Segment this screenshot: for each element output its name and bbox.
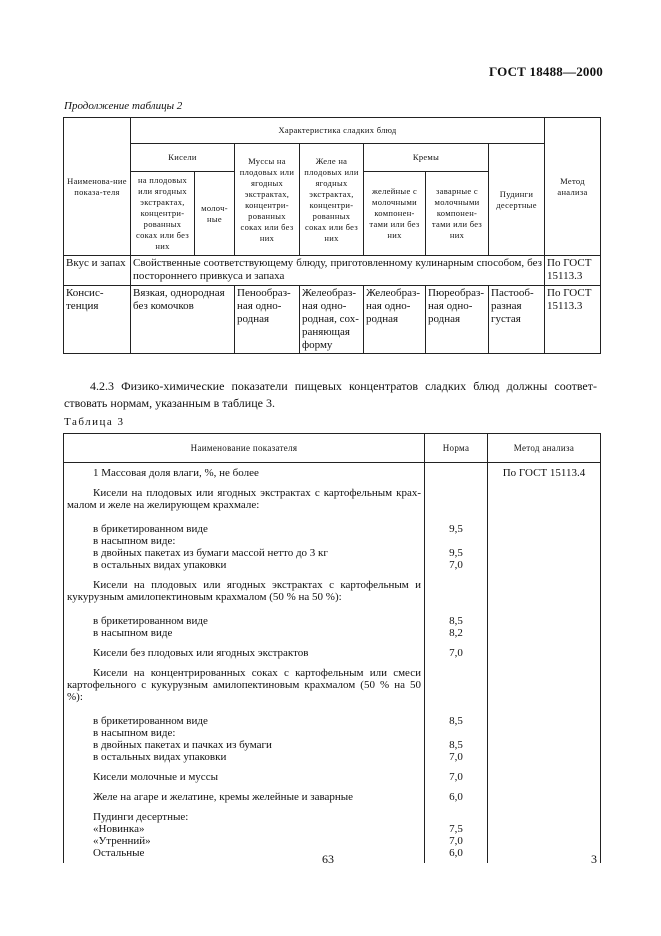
t3-norm-g1c: 9,5 [449, 547, 463, 559]
t3-names-col [64, 463, 425, 864]
row-consistency-zhele: Желеобраз-ная одно-родная, сох-раняющая форму [300, 286, 364, 354]
kiseli-fruit-header: на плодовых или ягодных экстрактах, концентри-рованных соках или без них [131, 172, 195, 256]
t3-norm-g7a: 7,5 [449, 823, 463, 835]
t3-norm-g3: 7,0 [449, 647, 463, 659]
t3-row-g5: Кисели молочные и муссы [93, 771, 218, 783]
t3-row-g3: Кисели без плодовых или ягодных экстрактов [93, 647, 309, 659]
row-consistency-mussy: Пенообраз-ная одно-родная [235, 286, 300, 354]
t3-norm-g7b: 7,0 [449, 835, 463, 847]
t3-method-col [488, 463, 601, 864]
col-method-header: Метод анализа [545, 118, 601, 256]
page-number: 63 [322, 852, 334, 866]
t3-group-4: Кисели на концентрированных соках с картофельным или смеси картофельного с кукурузным амилопектиновым крахмалом (50 % на 50 %): [67, 667, 421, 703]
t3-header-name: Наименование показателя [64, 434, 425, 463]
t3-header-norm: Норма [425, 434, 488, 463]
document-id: ГОСТ 18488—2000 [488, 64, 603, 79]
t3-norm-g1d: 7,0 [449, 559, 463, 571]
row-consistency-kremy-boiled: Пюреобраз-ная одно-родная [426, 286, 489, 354]
kremy-header: Кремы [364, 144, 489, 172]
t3-row-g7c: Остальные [93, 847, 145, 859]
kremy-jelly-header: желейные с молочными компонен-тами или без них [364, 172, 426, 256]
t3-norm-g7c: 6,0 [449, 847, 463, 859]
t3-method-moisture: По ГОСТ 15113.4 [502, 467, 586, 479]
t3-row-g4c: в двойных пакетах и пачках из бумаги [93, 739, 272, 751]
row-consistency-kremy-jelly: Желеобраз-ная одно-родная [364, 286, 426, 354]
t3-row-moisture: 1 Массовая доля влаги, %, не более [93, 467, 259, 479]
t3-norm-g2a: 8,5 [449, 615, 463, 627]
t3-row-g1d: в остальных видах упаковки [93, 559, 227, 571]
table-2 [63, 117, 601, 354]
t3-norm-col [425, 463, 488, 864]
t3-row-g1c: в двойных пакетах из бумаги массой нетто до 3 кг [93, 547, 328, 559]
group-header: Характеристика сладких блюд [131, 118, 545, 144]
t3-norm-g1a: 9,5 [449, 523, 463, 535]
t3-norm-g5: 7,0 [449, 771, 463, 783]
t3-norm-g4d: 7,0 [449, 751, 463, 763]
t3-row-g6: Желе на агаре и желатине, кремы желейные и заварные [93, 791, 354, 803]
t3-row-g7b: «Утренний» [93, 835, 151, 847]
t3-row-g7: Пудинги десертные: [93, 811, 189, 823]
kiseli-header: Кисели [131, 144, 235, 172]
zhele-header: Желе на плодовых или ягодных экстрактах, концентри-рованных соках или без них [300, 144, 364, 256]
t3-norm-g2b: 8,2 [449, 627, 463, 639]
kiseli-milk-header: молоч-ные [195, 172, 235, 256]
t3-group-2: Кисели на плодовых или ягодных экстрактах с картофельным и кукурузным амилопектиновым крахмалом (50 % на 50 %): [67, 579, 421, 603]
t3-row-g4d: в остальных видах упаковки [93, 751, 227, 763]
t3-row-g7a: «Новинка» [93, 823, 145, 835]
t3-row-g4b: в насыпном виде: [93, 727, 176, 739]
t3-row-g2a: в брикетированном виде [93, 615, 208, 627]
t3-row-g1b: в насыпном виде: [93, 535, 176, 547]
row-taste-name: Вкус и запах [64, 256, 131, 286]
table-3-caption: Таблица 3 [64, 416, 125, 428]
t3-group-1: Кисели на плодовых или ягодных экстрактах с картофельным крах-малом и желе на желирующем крахмале: [67, 487, 421, 511]
pudding-header: Пудинги десертные [489, 144, 545, 256]
row-consistency-name: Консис-тенция [64, 286, 131, 354]
t3-row-g4a: в брикетированном виде [93, 715, 208, 727]
row-consistency-pudding: Пастооб-разная густая [489, 286, 545, 354]
t3-row-g2b: в насыпном виде [93, 627, 173, 639]
page-label-right: 3 [591, 852, 597, 866]
paragraph-4-2-3: 4.2.3 Физико-химические показатели пищевых концентратов сладких блюд должны соответ-ствовать нормам, указанным в таблице 3. [64, 379, 597, 410]
row-taste-method: По ГОСТ 15113.3 [545, 256, 601, 286]
col-name-header: Наименова-ние показа-теля [64, 118, 131, 256]
table-3 [63, 433, 601, 863]
row-taste-desc: Свойственные соответствующему блюду, приготовленному кулинарным способом, без постороннего привкуса и запаха [131, 256, 545, 286]
t3-row-g1a: в брикетированном виде [93, 523, 208, 535]
kremy-boiled-header: заварные с молочными компонен-тами или без них [426, 172, 489, 256]
row-consistency-method: По ГОСТ 15113.3 [545, 286, 601, 354]
t3-norm-g4a: 8,5 [449, 715, 463, 727]
row-consistency-kiseli: Вязкая, однородная без комочков [131, 286, 235, 354]
mussy-header: Муссы на плодовых или ягодных экстрактах, концентри-рованных соках или без них [235, 144, 300, 256]
t3-norm-g4c: 8,5 [449, 739, 463, 751]
t3-header-method: Метод анализа [488, 434, 601, 463]
t3-norm-g6: 6,0 [449, 791, 463, 803]
table-continuation-label: Продолжение таблицы 2 [64, 100, 183, 112]
